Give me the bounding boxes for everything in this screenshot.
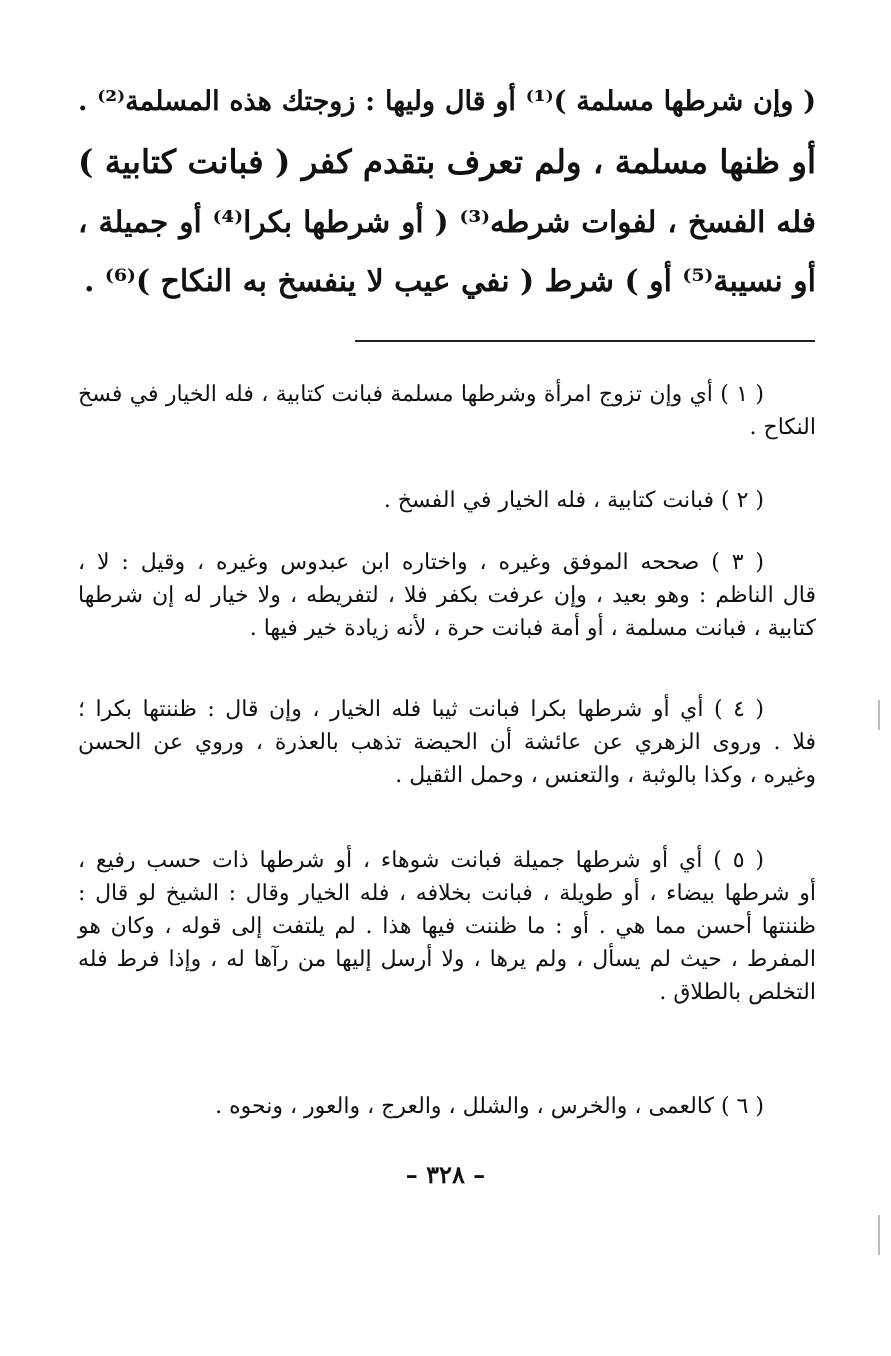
footnote-4 (78, 693, 816, 792)
footnote-line: ( ٤ ) أي أو شرطها بكرا فبانت ثيبا فله الخيار ، وإن قال : ظننتها بكرا ؛ (78, 697, 765, 722)
footnote-line: المفرط ، حيث لم يسأل ، ولم يرها ، ولا أرسل إليها من رآها له ، وإذا فرط فله (78, 947, 816, 972)
footnote-line: فلا . وروى الزهري عن عائشة أن الحيضة تذهب بالعذرة ، وروي عن الحسن (78, 730, 816, 755)
footnote-line: ( ٦ ) كالعمى ، والخرس ، والشلل ، والعرج ، والعور ، ونحوه . (215, 1094, 764, 1119)
footnote-6 (78, 1090, 816, 1123)
footnote-1 (78, 378, 816, 444)
footnote-line: أو شرطها بيضاء ، أو طويلة ، فبانت بخلافه ، فله الخيار وقال : الشيخ لو قال : (78, 881, 816, 906)
footnote-divider (355, 340, 815, 342)
main-text-line: ( وإن شرطها مسلمة )⁽¹⁾ أو قال وليها : زوجتك هذه المسلمة⁽²⁾ . (78, 86, 816, 117)
footnote-3 (78, 546, 816, 645)
main-text-block (78, 72, 816, 312)
scan-edge-mark (878, 700, 880, 730)
scan-edge-mark (878, 1215, 880, 1255)
main-text-line: أو ظنها مسلمة ، ولم تعرف بتقدم كفر ( فبانت كتابية ) (78, 142, 816, 181)
footnote-line: النكاح . (749, 415, 816, 440)
footnote-line: التخلص بالطلاق . (659, 980, 816, 1005)
footnote-line: ( ٣ ) صححه الموفق وغيره ، واختاره ابن عبدوس وغيره ، وقيل : لا ، (78, 550, 764, 575)
main-text-line: أو نسيبة⁽⁵⁾ أو ) شرط ( نفي عيب لا ينفسخ به النكاح )⁽⁶⁾ . (83, 264, 816, 299)
footnote-line: كتابية ، فبانت مسلمة ، أو أمة فبانت حرة ، لأنه زيادة خير فيها . (249, 616, 816, 641)
page-number: – ٣٢٨ – (405, 1160, 486, 1189)
footnote-line: قال الناظم : وهو بعيد ، وإن عرفت بكفر فلا ، لتفريطه ، ولا خيار له إن شرطها (78, 583, 816, 608)
footnote-2 (78, 484, 816, 517)
footnote-line: ( ٢ ) فبانت كتابية ، فله الخيار في الفسخ . (383, 488, 764, 513)
footnote-5 (78, 844, 816, 1009)
main-text-line: فله الفسخ ، لفوات شرطه⁽³⁾ ( أو شرطها بكرا⁽⁴⁾ أو جميلة ، (78, 204, 816, 239)
footnote-line: ( ١ ) أي وإن تزوج امرأة وشرطها مسلمة فبانت كتابية ، فله الخيار في فسخ (78, 382, 765, 407)
footnote-line: وغيره ، وكذا بالوثبة ، والتعنس ، وحمل الثقيل . (395, 763, 816, 788)
footnote-line: ( ٥ ) أي أو شرطها جميلة فبانت شوهاء ، أو شرطها ذات حسب رفيع ، (78, 848, 764, 873)
footnote-line: ظننتها أحسن مما هي . أو : ما ظننت فيها هذا . لم يلتفت إلى قوله ، وكان هو (78, 914, 816, 939)
